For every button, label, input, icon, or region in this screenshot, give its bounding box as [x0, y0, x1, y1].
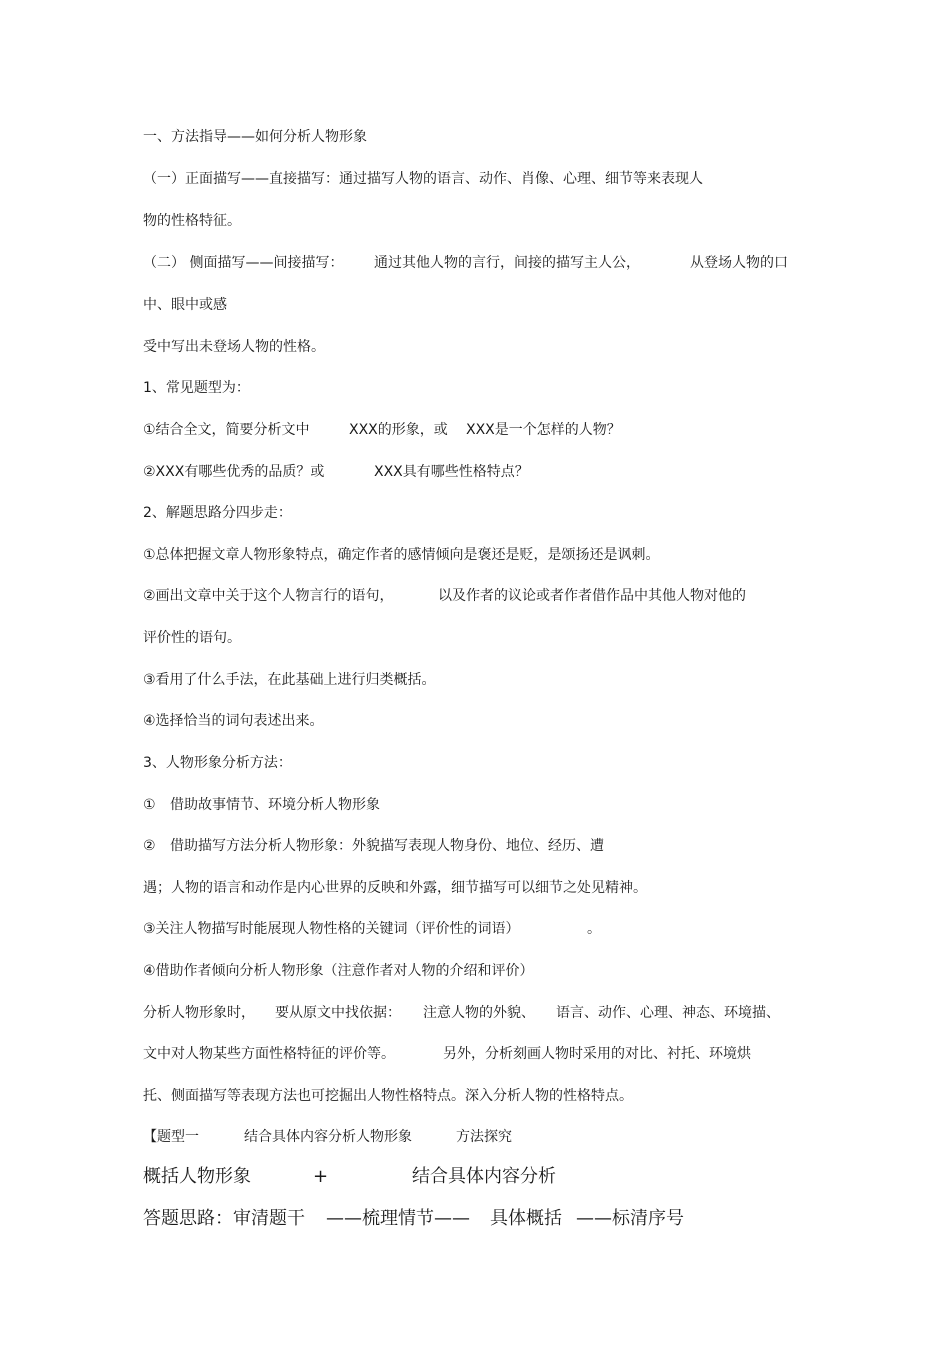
text-segment: 分析人物形象时，: [143, 1005, 255, 1021]
text-segment: 方法探究: [456, 1129, 512, 1145]
text-segment: 借助描写方法分析人物形象：外貌描写表现人物身份、地位、经历、遭: [170, 838, 604, 854]
text-segment: ③关注人物描写时能展现人物性格的关键词（评价性的词语）: [143, 921, 520, 937]
paragraph-line: [0, 254, 950, 272]
text-segment: 概括人物形象: [143, 1166, 251, 1187]
text-segment: 具体概括: [490, 1208, 562, 1229]
text-segment: 注意人物的外貌、: [423, 1005, 535, 1021]
paragraph-line: ④借助作者倾向分析人物形象（注意作者对人物的介绍和评价）: [143, 963, 534, 979]
text-segment: 通过其他人物的言行，间接的描写主人公，: [374, 255, 640, 271]
text-segment: 文中对人物某些方面性格特征的评价等。: [143, 1046, 395, 1062]
text-segment: 结合具体内容分析: [412, 1166, 556, 1187]
paragraph-line: ③看用了什么手法，在此基础上进行归类概括。: [143, 672, 436, 688]
question-type-heading: [0, 1128, 950, 1146]
subheading: 1、常见题型为：: [143, 380, 250, 396]
formula-line: [0, 1166, 950, 1188]
paragraph-line: [0, 1045, 950, 1063]
subheading: 3、人物形象分析方法：: [143, 755, 292, 771]
paragraph-line: [0, 421, 950, 439]
text-segment: ——标清序号: [576, 1208, 684, 1229]
paragraph-line: [0, 1004, 950, 1022]
text-segment: ①: [143, 797, 156, 813]
paragraph-line: 遇；人物的语言和动作是内心世界的反映和外露，细节描写可以细节之处见精神。: [143, 880, 647, 896]
text-segment: 语言、动作、心理、神态、环境描、: [556, 1005, 780, 1021]
text-segment: ②: [143, 838, 156, 854]
text-segment: 答题思路：审清题干: [143, 1208, 305, 1229]
text-segment: ——梳理情节——: [326, 1208, 470, 1229]
paragraph-line: （一）正面描写——直接描写：通过描写人物的语言、动作、肖像、心理、细节等来表现人: [143, 171, 703, 187]
text-segment: 要从原文中找依据：: [275, 1005, 401, 1021]
text-segment: XXX是一个怎样的人物？: [466, 422, 621, 438]
paragraph-line: [0, 587, 950, 605]
paragraph-line: 评价性的语句。: [143, 630, 241, 646]
text-segment: ①结合全文，简要分析文中: [143, 422, 310, 438]
text-segment: XXX的形象，或: [349, 422, 448, 438]
text-segment: 从登场人物的口: [690, 255, 788, 271]
text-segment: 另外，分析刻画人物时采用的对比、衬托、环境烘: [443, 1046, 751, 1062]
paragraph-line: 物的性格特征。: [143, 213, 241, 229]
text-segment: 【题型一: [143, 1129, 199, 1145]
text-segment: 借助故事情节、环境分析人物形象: [170, 797, 380, 813]
text-segment: 。: [587, 921, 601, 937]
text-segment: ②XXX有哪些优秀的品质？或: [143, 464, 325, 480]
paragraph-line: 受中写出未登场人物的性格。: [143, 339, 325, 355]
subheading: 2、解题思路分四步走：: [143, 505, 292, 521]
paragraph-line: 中、眼中或感: [143, 297, 227, 313]
paragraph-line: [0, 837, 950, 855]
text-segment: （二） 侧面描写——间接描写：: [143, 255, 344, 271]
paragraph-line: ④选择恰当的词句表述出来。: [143, 713, 324, 729]
text-segment: ②画出文章中关于这个人物言行的语句，: [143, 588, 394, 604]
text-segment: XXX具有哪些性格特点？: [374, 464, 529, 480]
plus-sign: +: [313, 1166, 329, 1187]
paragraph-line: ①总体把握文章人物形象特点，确定作者的感情倾向是褒还是贬，是颂扬还是讽刺。: [143, 547, 660, 563]
paragraph-line: [0, 463, 950, 481]
text-segment: 结合具体内容分析人物形象: [244, 1129, 412, 1145]
text-segment: 以及作者的议论或者作者借作品中其他人物对他的: [438, 588, 746, 604]
paragraph-line: 托、侧面描写等表现方法也可挖掘出人物性格特点。深入分析人物的性格特点。: [143, 1088, 633, 1104]
paragraph-line: [0, 920, 950, 938]
answer-approach-line: [0, 1208, 950, 1230]
section-heading: 一、方法指导——如何分析人物形象: [143, 129, 367, 145]
paragraph-line: [0, 796, 950, 814]
